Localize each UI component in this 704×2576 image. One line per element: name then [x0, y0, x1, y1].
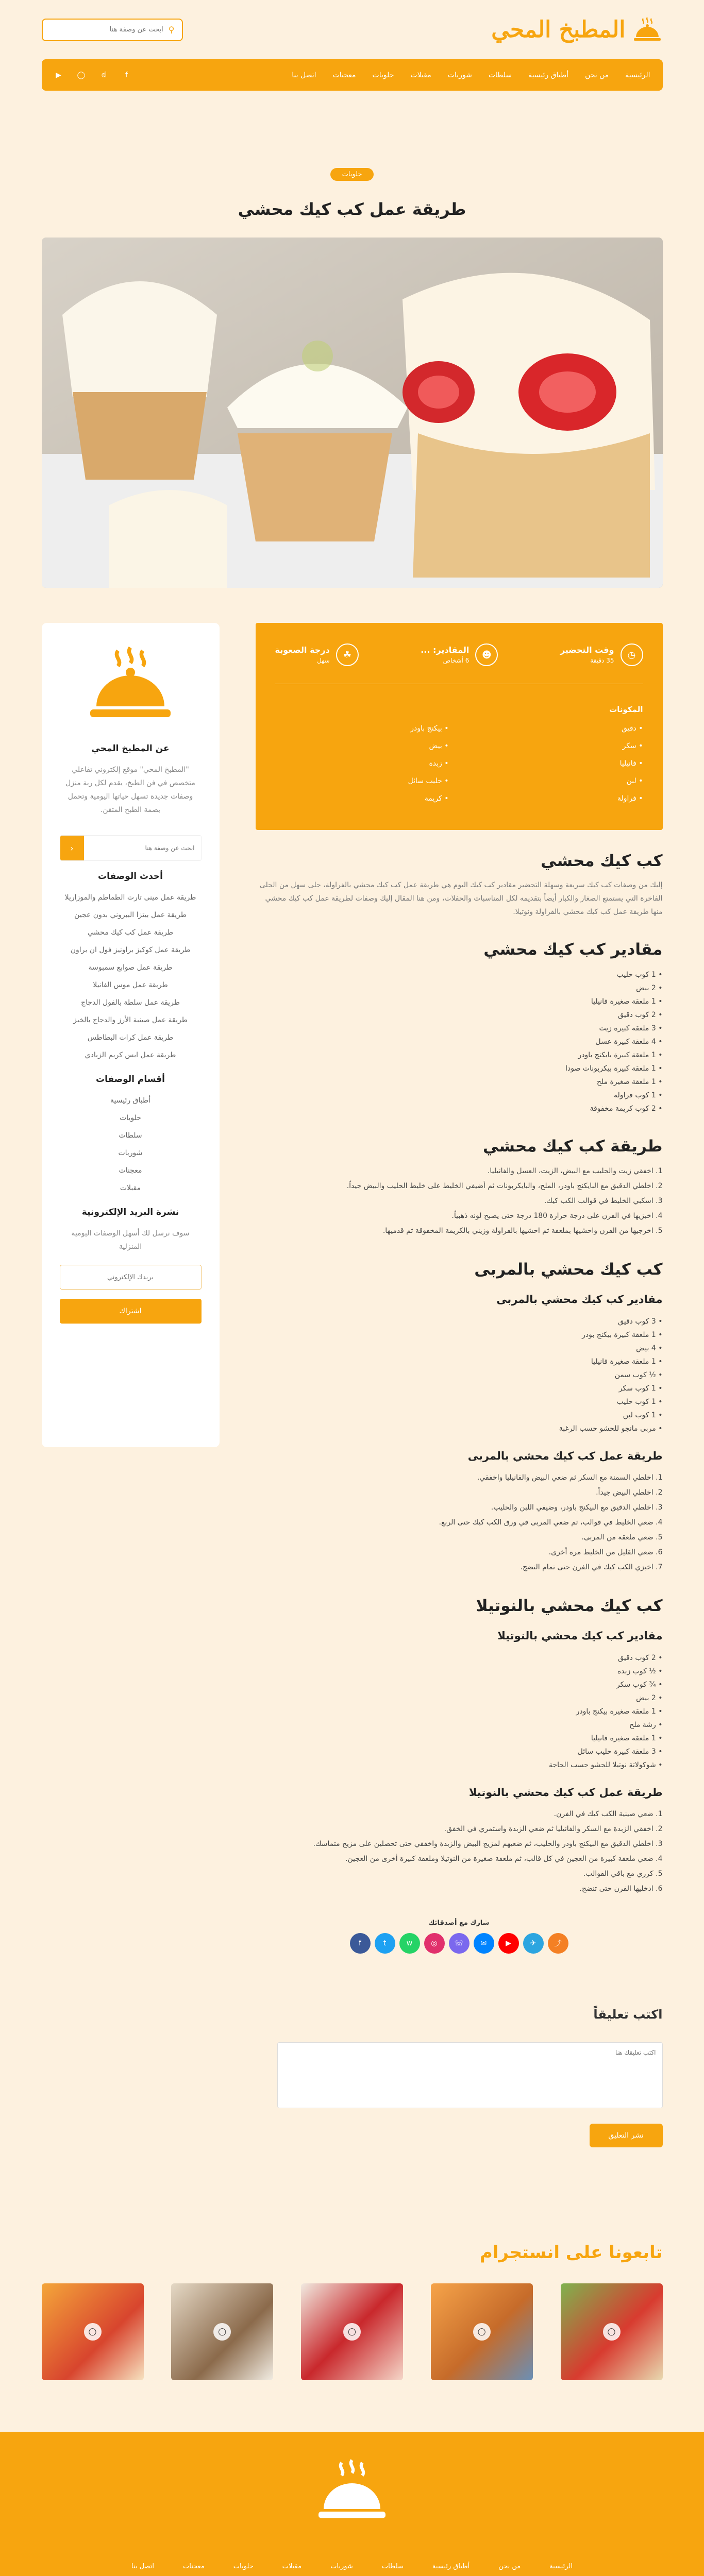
instagram-post[interactable] [561, 2283, 663, 2380]
nav-item[interactable]: شوربات [447, 71, 472, 79]
list-item: • 4 ملعقة كبيرة عسل [256, 1035, 663, 1048]
share-button-icon[interactable]: ▶ [498, 1933, 519, 1954]
share-label: شارك مع أصدقائك [428, 1919, 490, 1927]
step-item: 1. اخفقي زيت والحليب مع البيض، الزيت، العسل والفانيليا. [487, 1167, 663, 1175]
ingredient-item: • سكر [470, 742, 643, 750]
latest-recipe-link[interactable]: طريقة عمل صوابع سمبوسة [88, 963, 173, 972]
list-item: • ¾ كوب سكر [256, 1678, 663, 1691]
nav-socials [54, 71, 131, 79]
latest-recipe-link[interactable]: طريقة عمل صينية الأرز والدجاج بالخبز [73, 1016, 188, 1024]
footer-nav-item[interactable]: الرئيسية [549, 2563, 573, 2570]
latest-recipe-link[interactable]: طريقة عمل موس الفانيلا [93, 981, 168, 989]
publish-comment-button[interactable]: نشر التعليق [590, 2124, 663, 2147]
list-item: • 2 بيض [256, 981, 663, 995]
category-link[interactable]: شوربات [118, 1149, 143, 1157]
instagram-title: تابعونا على انستجرام [479, 2242, 663, 2263]
list-item: • 1 ملعقة صغيرة فانيليا [256, 1732, 663, 1745]
servings-label: المقادير: ... [421, 645, 470, 655]
footer-nav-item[interactable]: سلطات [381, 2563, 404, 2570]
instagram-post[interactable] [171, 2283, 273, 2380]
share-button-icon[interactable]: w [399, 1933, 420, 1954]
facebook-icon[interactable]: f [125, 71, 128, 79]
sidebar-search[interactable] [60, 835, 202, 861]
list-item: • 1 ملعقة كبيرة بايكنج باودر [256, 1048, 663, 1062]
list-item: • 3 كوب دقيق [256, 1315, 663, 1328]
youtube-icon[interactable]: ▶ [56, 71, 61, 79]
nutella-method-steps [256, 1807, 663, 1896]
list-item: • 1 ملعقة صغيرة فانيليا [256, 1355, 663, 1368]
latest-title: أحدث الوصفات [98, 871, 163, 882]
list-item: • 1 كوب حليب [256, 1395, 663, 1409]
prep-time-label: وقت التحضير [560, 645, 614, 655]
about-title: عن المطبخ المحي [91, 743, 170, 754]
ingredient-item: • كريمة [275, 794, 449, 803]
nutella-ingredients-title: مقادير كب كيك محشي بالنوتيلا [497, 1630, 663, 1642]
list-item: • 2 كوب كريمة مخفوقة [256, 1102, 663, 1115]
article-body [256, 623, 663, 2147]
list-item: • 1 كوب لبن [256, 1409, 663, 1422]
step-item: 5. اخرجيها من الفرن واحشيها بملعقة ثم احشيها بالفراولة وزيني بالكريمة المخفوقة ثم قدميها. [382, 1227, 663, 1235]
step-item: 2. اخلطي الدقيق مع البايكنج باودر، الملح، والبايكربونات ثم أضيفي الخليط على خليط الحليب والبيض جيداً. [346, 1182, 663, 1190]
ingredient-item: • فراولة [470, 794, 643, 803]
ingredient-item: • زبدة [275, 759, 449, 768]
category-link[interactable]: حلويات [120, 1114, 141, 1122]
difficulty-label: درجة الصعوبة [275, 645, 330, 655]
header-search[interactable] [42, 19, 183, 41]
recipe-info-box [256, 623, 663, 830]
newsletter-email-input[interactable] [60, 1265, 202, 1290]
footer-nav-item[interactable]: معجنات [183, 2563, 205, 2570]
list-item: • ½ كوب زبدة [256, 1665, 663, 1678]
step-item: 2. اخلطي البيض جيداً. [596, 1488, 663, 1497]
jam-method-title: طريقة عمل كب كيك محشي بالمربى [467, 1450, 663, 1462]
category-link[interactable]: أطباق رئيسية [110, 1096, 150, 1105]
twitter-icon[interactable]: 𝕕 [101, 71, 107, 79]
footer-nav-item[interactable]: حلويات [233, 2563, 254, 2570]
instagram-icon: ◯ [343, 2323, 361, 2341]
list-item: • 2 كوب دقيق [256, 1008, 663, 1022]
instagram-post[interactable] [42, 2283, 144, 2380]
footer-nav-item[interactable]: شوربات [330, 2563, 353, 2570]
instagram-post[interactable] [301, 2283, 403, 2380]
share-button-icon[interactable]: ✈ [523, 1933, 544, 1954]
share-section [256, 1919, 663, 1954]
difficulty-value: سهل [317, 657, 330, 664]
arrow-left-icon[interactable]: ‹ [60, 836, 84, 860]
latest-recipe-link[interactable]: طريقة عمل بيتزا الببروني بدون عجين [74, 911, 187, 919]
cloche-icon [313, 2452, 391, 2530]
nav-item[interactable]: اتصل بنا [292, 71, 316, 79]
share-button-icon[interactable]: ◎ [424, 1933, 445, 1954]
about-text: "المطبخ المحي" موقع إلكتروني تفاعلي متخصص في فن الطبخ، يقدم لكل ربة منزل وصفات جديدة تسهل حياتها اليومية وتحمل بصمة الطبخ المتقن. [65, 766, 195, 814]
category-link[interactable]: معجنات [119, 1166, 142, 1175]
step-item: 7. اخبزي الكب كيك في الفرن حتى تمام النضج. [520, 1563, 663, 1571]
list-item: • ½ كوب سمن [256, 1368, 663, 1382]
list-item: • شوكولاتة نوتيلا للحشو حسب الحاجة [256, 1758, 663, 1772]
list-item: • 3 ملعقة كبيرة زيت [256, 1022, 663, 1035]
nutella-section-title: كب كيك محشي بالنوتيلا [476, 1597, 663, 1615]
cloche-icon [632, 14, 663, 45]
list-item: • 4 بيض [256, 1342, 663, 1355]
ingredients-title: المكونات [609, 705, 643, 714]
site-logo[interactable] [491, 14, 662, 45]
ingredient-item: • حليب سائل [275, 777, 449, 785]
list-item: • مربى مانجو للحشو حسب الرغبة [256, 1422, 663, 1435]
instagram-post[interactable] [431, 2283, 533, 2380]
share-button-icon[interactable]: ⤴ [548, 1933, 568, 1954]
nav-item[interactable]: سلطات [488, 71, 512, 79]
step-item: 1. ضعي صينية الكب كيك في الفرن. [554, 1810, 663, 1818]
step-item: 5. كرري مع باقي القوالب. [583, 1870, 663, 1878]
step-item: 6. ادخليها الفرن حتى تنضج. [579, 1885, 663, 1893]
main-nav [42, 59, 663, 91]
servings-value: 6 أشخاص [443, 657, 470, 664]
list-item: • 3 ملعقة كبيرة حليب سائل [256, 1745, 663, 1758]
instagram-gallery [42, 2283, 663, 2380]
list-item: • 1 ملعقة صغيرة بيكنج باودر [256, 1705, 663, 1718]
list-item: • 1 ملعقة صغيرة ملح [256, 1075, 663, 1089]
newsletter-title: نشرة البريد الإلكترونية [81, 1207, 179, 1217]
ingredient-item: • دقيق [470, 724, 643, 733]
categories-title: أقسام الوصفات [95, 1074, 165, 1084]
ingredients-list [275, 724, 643, 803]
difficulty [275, 643, 359, 666]
cloche-icon [84, 638, 177, 731]
servings [421, 643, 498, 666]
nutella-ingredients-list [256, 1651, 663, 1772]
ingredient-item: • بيض [275, 742, 449, 750]
step-item: 4. اخبزيها في الفرن على درجة حرارة 180 درجة حتى يصبح لونه ذهبياً. [451, 1212, 663, 1220]
latest-recipe-link[interactable]: طريقة عمل كرات البطاطس [87, 1033, 174, 1042]
ingredient-item: • بيكنج باودر [275, 724, 449, 733]
share-button-icon[interactable]: ☏ [449, 1933, 470, 1954]
section-ingredients-title: مقادير كب كيك محشي [483, 940, 663, 959]
category-badge[interactable]: حلويات [330, 168, 374, 181]
comment-textarea[interactable] [277, 2042, 663, 2108]
step-item: 3. اسكبي الخليط في قوالب الكب كيك. [544, 1197, 663, 1205]
list-item: • 1 كوب فراولة [256, 1089, 663, 1102]
list-item: • 1 كوب حليب [256, 968, 663, 981]
categories-list [60, 1092, 202, 1197]
step-item: 2. اخفقي الزبدة مع السكر والفانيليا ثم ضعي الزبدة واستمري في الخفق. [444, 1825, 663, 1833]
step-item: 3. اخلطي الدقيق مع البيكنج باودر، وضيفي اللبن والحليب. [491, 1503, 663, 1512]
list-item: • 1 ملعقة كبيرة بيكنج بودر [256, 1328, 663, 1342]
sidebar [42, 623, 220, 1447]
instagram-icon: ◯ [213, 2323, 231, 2341]
ingredient-item: • فانيليا [470, 759, 643, 768]
category-link[interactable]: مقبلات [120, 1184, 141, 1192]
latest-recipes-list [60, 889, 202, 1064]
instagram-icon: ◯ [473, 2323, 491, 2341]
people-icon: ☻ [475, 643, 498, 666]
site-header [42, 0, 663, 59]
share-button-icon[interactable]: f [350, 1933, 371, 1954]
category-link[interactable]: سلطات [119, 1131, 142, 1140]
sidebar-search-input[interactable] [84, 836, 201, 860]
jam-section-title: كب كيك محشي بالمربى [474, 1260, 663, 1279]
site-footer [0, 2432, 704, 2576]
footer-nav-item[interactable]: مقبلات [282, 2563, 302, 2570]
latest-recipe-link[interactable]: طريقة عمل سلطة بالفول الدجاج [81, 998, 180, 1007]
step-item: 4. ضعي الخليط في قوالب، ثم ضعي المربى في ورق الكب كيك حتى الربع. [439, 1518, 663, 1527]
list-item: • رشة ملح [256, 1718, 663, 1732]
latest-recipe-link[interactable]: طريقة عمل كوكيز براونيز فول ان براون [70, 946, 191, 954]
footer-nav-item[interactable]: من نحن [498, 2563, 521, 2570]
share-button-icon[interactable]: ✉ [474, 1933, 494, 1954]
step-item: 3. اخلطي الدقيق مع البيكنج باودر والحليب، ثم ضعيهم لمزيج البيض والزبدة واخفقي حتى تحصلين على مزيج متماسك. [313, 1840, 663, 1848]
list-item: • 1 كوب سكر [256, 1382, 663, 1395]
newsletter-text: سوف نرسل لك أسهل الوصفات اليومية المنزلية [71, 1229, 190, 1251]
latest-recipe-link[interactable]: طريقة عمل ايس كريم الزبادي [85, 1051, 176, 1059]
subscribe-button[interactable]: اشتراك [60, 1299, 202, 1324]
jam-ingredients-title: مقادير كب كيك محشي بالمربى [496, 1293, 663, 1306]
nutella-method-title: طريقة عمل كب كيك محشي بالنوتيلا [468, 1786, 663, 1799]
instagram-icon[interactable]: ◯ [77, 71, 86, 79]
jam-ingredients-list [256, 1315, 663, 1435]
latest-recipe-link[interactable]: طريقة عمل كب كيك محشي [88, 928, 173, 937]
nav-item[interactable]: حلويات [372, 71, 394, 79]
jam-method-steps [256, 1470, 663, 1575]
intro-text: إليك من وصفات كب كيك سريعة وسهلة التحضير مقادير كب كيك اليوم هي طريقة عمل كب كيك محشي بالفراولة، حلى سهل من الحلى الفاخرة التي يستمتع الصغار والكبار أيضاً بتقديمه لكل المناسبات والحفلات، ومن هنا المقال إليك وصفات لطريقة عمل كب كيك محشي منها طريقة عمل كب كيك محشي بالفراولة ونوتيلا. [259, 881, 663, 916]
footer-nav-item[interactable]: اتصل بنا [131, 2563, 155, 2570]
intro-heading: كب كيك محشي [541, 852, 663, 870]
search-icon[interactable]: ⚲ [168, 25, 175, 35]
ingredient-item: • لبن [470, 777, 643, 785]
step-item: 5. ضعي ملعقة من المربى. [581, 1533, 663, 1541]
latest-recipe-link[interactable]: طريقة عمل مينى تارت الطماطم والموزاريلا [64, 893, 196, 902]
share-button-icon[interactable]: t [375, 1933, 395, 1954]
chef-hat-icon: ☘ [336, 643, 359, 666]
step-item: 6. ضعي القليل من الخليط مرة أخرى. [548, 1548, 663, 1556]
cupcake-photo [42, 238, 663, 588]
share-icons [256, 1933, 663, 1954]
hero-image [42, 238, 663, 588]
nav-item[interactable]: معجنات [332, 71, 356, 79]
nav-item[interactable]: مقبلات [410, 71, 431, 79]
step-item: 1. اخلطي السمنة مع السكر ثم ضعي البيض والفانيليا واخفقي. [477, 1473, 663, 1482]
list-item: • 1 ملعقة صغيرة فانيليا [256, 995, 663, 1008]
nav-item[interactable]: الرئيسية [625, 71, 650, 79]
clock-icon: ◷ [621, 643, 643, 666]
section-method-title: طريقة كب كيك محشي [483, 1137, 663, 1156]
step-item: 4. ضعي ملعقة كبيرة من العجين في كل قالب، ثم ملعقة صغيرة من النوتيلا وملعقة كبيرة أخرى من العجين. [345, 1855, 663, 1863]
nav-item[interactable]: أطباق رئيسية [528, 71, 569, 79]
comment-title: اكتب تعليقاً [593, 2007, 663, 2022]
footer-nav [42, 2563, 663, 2576]
list-item: • 1 ملعقة كبيرة بيكربونات صودا [256, 1062, 663, 1075]
site-logo-text: المطبخ المحي [491, 16, 626, 43]
sidebar-logo [60, 638, 202, 733]
search-input[interactable] [50, 26, 163, 33]
instagram-icon: ◯ [603, 2323, 621, 2341]
prep-time [560, 643, 643, 666]
ingredients-detail-list [256, 968, 663, 1115]
instagram-icon: ◯ [84, 2323, 102, 2341]
prep-time-value: 35 دقيقة [590, 657, 614, 664]
footer-nav-item[interactable]: أطباق رئيسية [432, 2563, 470, 2570]
nav-menu [292, 71, 650, 79]
nav-item[interactable]: من نحن [585, 71, 609, 79]
method-steps [256, 1164, 663, 1239]
list-item: • 2 بيض [256, 1691, 663, 1705]
list-item: • 2 كوب دقيق [256, 1651, 663, 1665]
page-title: طريقة عمل كب كيك محشي [238, 199, 466, 219]
